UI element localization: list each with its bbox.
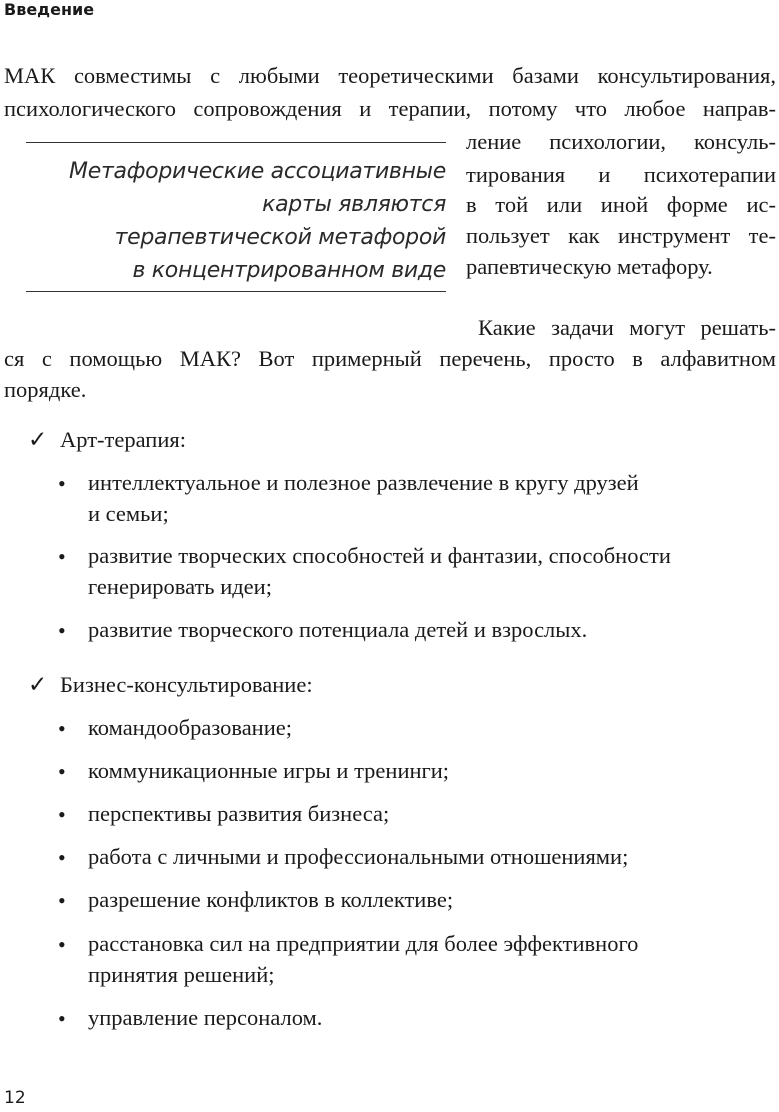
list-item-continuation: принятия решений; bbox=[88, 962, 275, 987]
bullet-icon: • bbox=[58, 845, 66, 870]
text-line: МАК совместимы с любыми теоретическими базами консультирования, bbox=[4, 63, 776, 88]
bullet-icon: • bbox=[58, 618, 66, 643]
pull-quote-line: карты являются bbox=[262, 192, 446, 217]
text-line: порядке. bbox=[4, 377, 87, 402]
list-item-continuation: генерировать идеи; bbox=[88, 574, 272, 599]
list-item: интеллектуальное и полезное развлечение в кругу друзей bbox=[88, 470, 639, 495]
text-line: тирования и психотерапии bbox=[466, 162, 776, 187]
list-item: расстановка сил на предприятии для более эффективного bbox=[88, 931, 639, 956]
pull-quote-line: терапевтической метафорой bbox=[114, 225, 446, 250]
text-line: психологического сопровождения и терапии, потому что любое направ- bbox=[4, 96, 776, 121]
text-line: ление психологии, консуль- bbox=[466, 129, 776, 154]
list-item: развитие творческого потенциала детей и взрослых. bbox=[88, 617, 588, 642]
list-item: командообразование; bbox=[88, 715, 292, 740]
bullet-icon: • bbox=[58, 1006, 66, 1031]
pull-quote bbox=[26, 142, 446, 292]
bullet-icon: • bbox=[58, 888, 66, 913]
list-item: разрешение конфликтов в коллективе; bbox=[88, 887, 454, 912]
bullet-icon: • bbox=[58, 932, 66, 957]
pull-quote-line: Метафорические ассоциативные bbox=[69, 159, 446, 184]
text-line: рапевтическую метафору. bbox=[466, 254, 713, 279]
checkmark-icon: ✓ bbox=[28, 672, 48, 697]
text-line: пользует как инструмент те- bbox=[466, 223, 776, 248]
running-header: Введение bbox=[4, 0, 95, 19]
list-item: коммуникационные игры и тренинги; bbox=[88, 758, 450, 783]
page-number: 12 bbox=[4, 1088, 26, 1108]
pull-quote-text bbox=[69, 155, 446, 287]
checkmark-icon: ✓ bbox=[28, 427, 48, 452]
bullet-icon: • bbox=[58, 471, 66, 496]
list-item-continuation: и семьи; bbox=[88, 501, 169, 526]
text-line: ся с помощью МАК? Вот примерный перечень, просто в алфавитном bbox=[4, 346, 776, 371]
bullet-icon: • bbox=[58, 802, 66, 827]
list-item: управление персоналом. bbox=[88, 1005, 323, 1030]
list-item: перспективы развития бизнеса; bbox=[88, 801, 390, 826]
pull-quote-line: в концентрированном виде bbox=[132, 258, 446, 283]
text-line: Какие задачи могут решать- bbox=[478, 315, 776, 340]
list-title: Бизнес-консультирование: bbox=[60, 672, 313, 697]
bullet-icon: • bbox=[58, 759, 66, 784]
list-item: работа с личными и профессиональными отношениями; bbox=[88, 844, 629, 869]
list-item: развитие творческих способностей и фантазии, способности bbox=[88, 543, 671, 568]
list-title: Арт-терапия: bbox=[60, 427, 186, 452]
bullet-icon: • bbox=[58, 544, 66, 569]
bullet-icon: • bbox=[58, 716, 66, 741]
text-line: в той или иной форме ис- bbox=[466, 192, 776, 217]
